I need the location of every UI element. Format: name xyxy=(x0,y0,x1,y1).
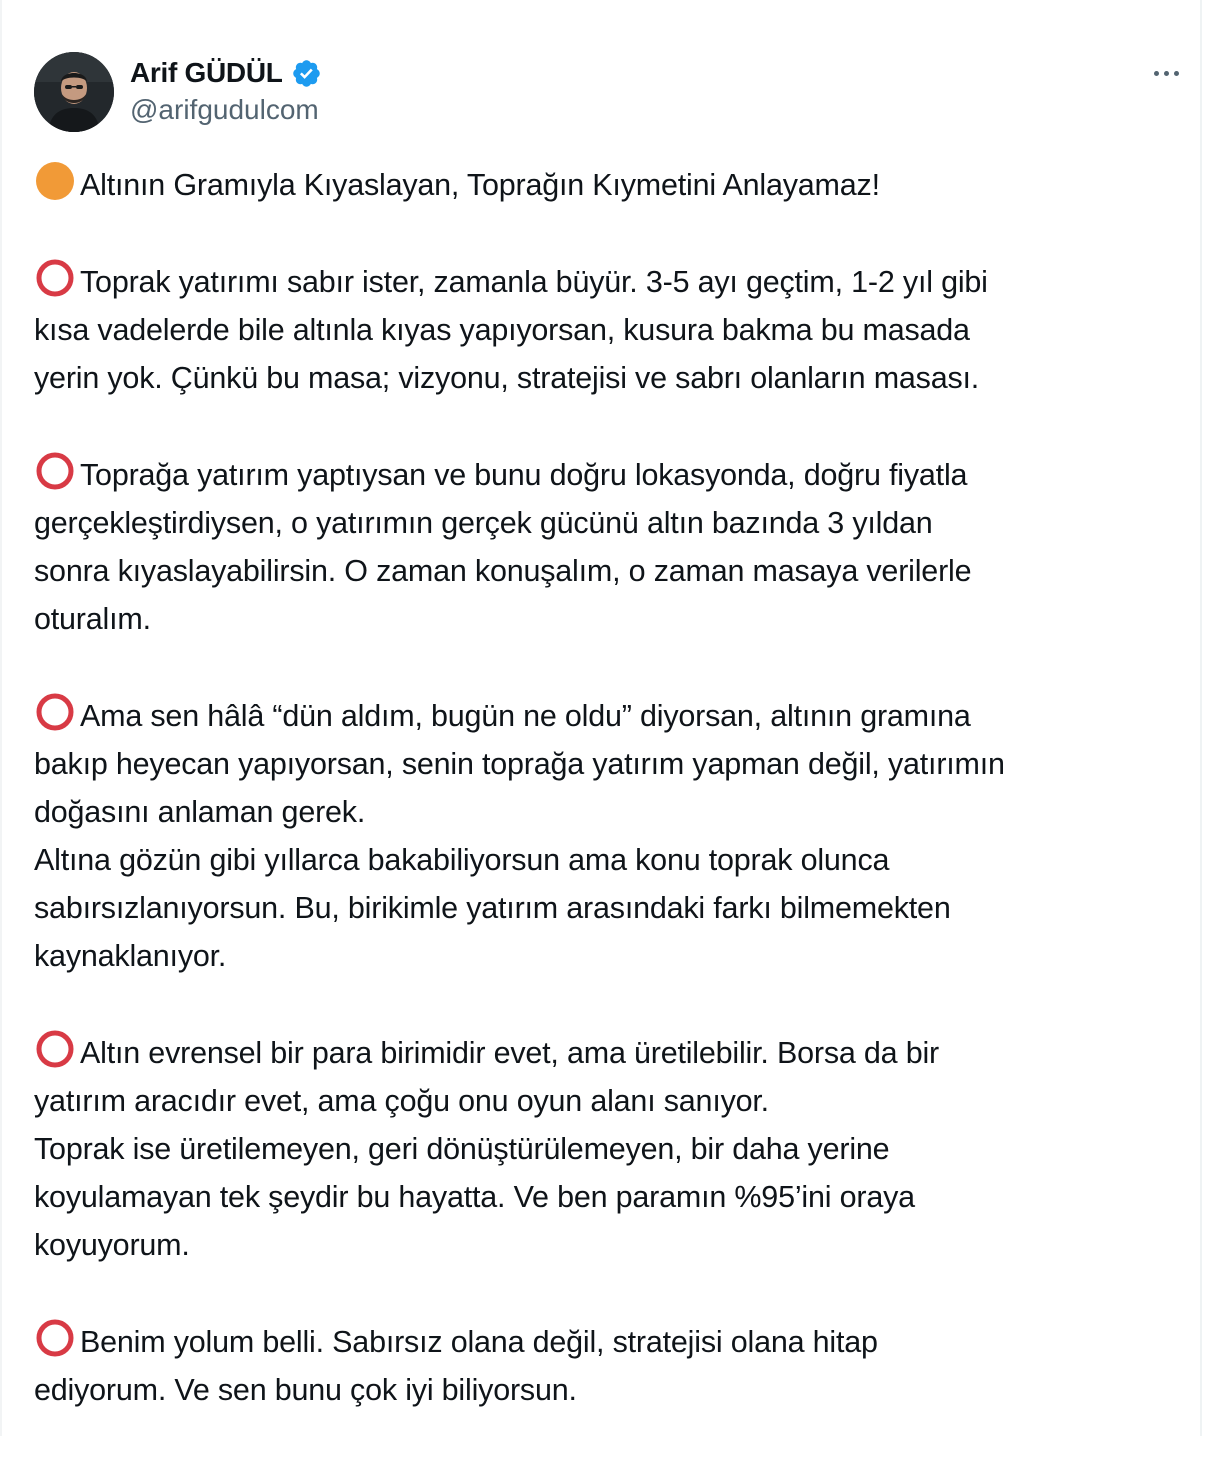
tweet-line xyxy=(34,595,1184,643)
tweet-line-text: doğasını anlaman gerek. xyxy=(34,795,366,829)
tweet-line-text: Altına gözün gibi yıllarca bakabiliyorsun ama konu toprak olunca xyxy=(34,843,890,877)
tweet-line-text: sabırsızlanıyorsun. Bu, birikimle yatırım arasındaki farkı bilmemekten xyxy=(34,891,951,925)
tweet-line xyxy=(34,1173,1184,1221)
tweet-line xyxy=(34,1028,1184,1077)
tweet-paragraph xyxy=(34,1028,1184,1269)
tweet-line-text: bakıp heyecan yapıyorsan, senin toprağa yatırım yapman değil, yatırımın xyxy=(34,747,1005,781)
red-hollow-circle-icon xyxy=(34,257,76,299)
tweet-line xyxy=(34,932,1184,980)
tweet-line xyxy=(34,1317,1184,1366)
tweet-line-text: kaynaklanıyor. xyxy=(34,939,227,973)
tweet-paragraph xyxy=(34,257,1184,402)
tweet-paragraph xyxy=(34,160,1184,209)
tweet-line-text: Benim yolum belli. Sabırsız olana değil, stratejisi olana hitap xyxy=(80,1325,878,1359)
tweet-line xyxy=(34,450,1184,499)
tweet-line-text: koyulamayan tek şeydir bu hayatta. Ve ben paramın %95’ini oraya xyxy=(34,1180,915,1214)
more-horizontal-icon[interactable] xyxy=(1148,58,1184,88)
tweet-paragraph xyxy=(34,1317,1184,1414)
tweet-line-text: yatırım aracıdır evet, ama çoğu onu oyun alanı sanıyor. xyxy=(34,1084,769,1118)
tweet-line xyxy=(34,1366,1184,1414)
tweet-line-text: sonra kıyaslayabilirsin. O zaman konuşalım, o zaman masaya verilerle xyxy=(34,554,972,588)
right-border xyxy=(1200,0,1202,1436)
tweet-line-text: Ama sen hâlâ “dün aldım, bugün ne oldu” diyorsan, altının gramına xyxy=(80,699,971,733)
tweet-line xyxy=(34,306,1184,354)
tweet-line xyxy=(34,257,1184,306)
user-handle[interactable]: @arifgudulcom xyxy=(130,94,319,125)
tweet-line xyxy=(34,884,1184,932)
orange-circle-icon xyxy=(34,160,76,202)
tweet-line xyxy=(34,1221,1184,1269)
tweet-line xyxy=(34,740,1184,788)
red-hollow-circle-icon xyxy=(34,1028,76,1070)
tweet-line-text: koyuyorum. xyxy=(34,1228,190,1262)
verified-badge-icon[interactable] xyxy=(291,58,322,89)
tweet-line-text: Toprak ise üretilemeyen, geri dönüştürülemeyen, bir daha yerine xyxy=(34,1132,890,1166)
user-info xyxy=(130,56,322,126)
tweet-line xyxy=(34,160,1184,209)
tweet-line-text: Altının Gramıyla Kıyaslayan, Toprağın Kıymetini Anlayamaz! xyxy=(80,168,880,202)
tweet-line xyxy=(34,1125,1184,1173)
tweet-text xyxy=(34,160,1184,1462)
tweet-line xyxy=(34,788,1184,836)
tweet-header xyxy=(34,52,1184,132)
avatar-image xyxy=(34,52,114,132)
tweet-line-text: yerin yok. Çünkü bu masa; vizyonu, stratejisi ve sabrı olanların masası. xyxy=(34,361,980,395)
name-row xyxy=(130,56,322,90)
tweet-line xyxy=(34,836,1184,884)
tweet-paragraph xyxy=(34,450,1184,643)
tweet-line-text: gerçekleştirdiysen, o yatırımın gerçek gücünü altın bazında 3 yıldan xyxy=(34,506,933,540)
display-name[interactable]: Arif GÜDÜL xyxy=(130,57,283,88)
red-hollow-circle-icon xyxy=(34,450,76,492)
tweet-line-text: ediyorum. Ve sen bunu çok iyi biliyorsun. xyxy=(34,1373,577,1407)
red-hollow-circle-icon xyxy=(34,691,76,733)
tweet-line xyxy=(34,354,1184,402)
tweet-line xyxy=(34,691,1184,740)
tweet-line-text: oturalım. xyxy=(34,602,151,636)
red-hollow-circle-icon xyxy=(34,1317,76,1359)
tweet-paragraph xyxy=(34,691,1184,980)
tweet-line xyxy=(34,499,1184,547)
tweet-line-text: kısa vadelerde bile altınla kıyas yapıyorsan, kusura bakma bu masada xyxy=(34,313,970,347)
tweet-line-text: Altın evrensel bir para birimidir evet, ama üretilebilir. Borsa da bir xyxy=(80,1036,940,1070)
avatar[interactable] xyxy=(34,52,114,132)
tweet-line xyxy=(34,547,1184,595)
tweet-line xyxy=(34,1077,1184,1125)
tweet-line-text: Toprağa yatırım yaptıysan ve bunu doğru lokasyonda, doğru fiyatla xyxy=(80,458,968,492)
tweet-line-text: Toprak yatırımı sabır ister, zamanla büyür. 3-5 ayı geçtim, 1-2 yıl gibi xyxy=(80,265,988,299)
